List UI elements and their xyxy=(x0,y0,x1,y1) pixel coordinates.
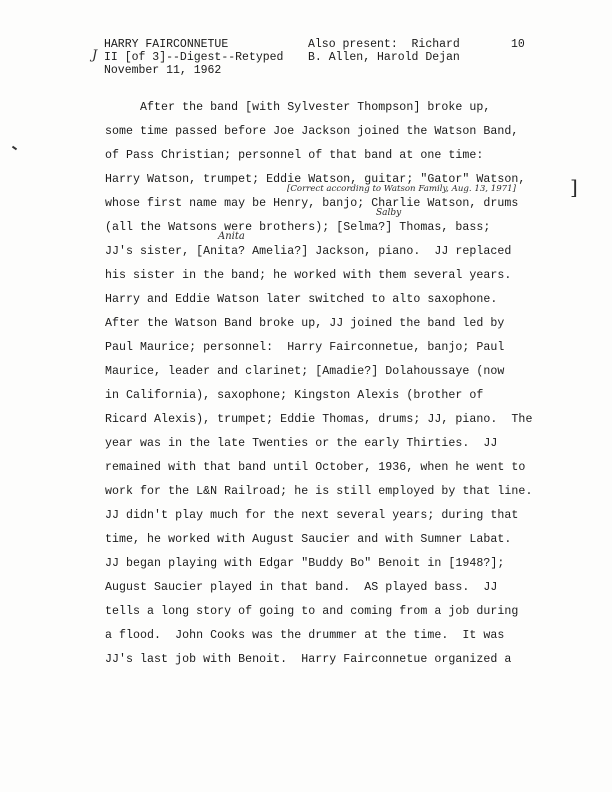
body-line: JJ's sister, [Anita? Amelia?] Jackson, piano. JJ replaced xyxy=(105,245,512,258)
body-line: remained with that band until October, 1936, when he went to xyxy=(105,461,526,474)
body-line: a flood. John Cooks was the drummer at the time. It was xyxy=(105,629,505,642)
body-line: August Saucier played in that band. AS played bass. JJ xyxy=(105,581,498,594)
body-line: whose first name may be Henry, banjo; Charlie Watson, drums xyxy=(105,197,519,210)
body-line: Harry and Eddie Watson later switched to alto saxophone. xyxy=(105,293,498,306)
body-line: some time passed before Joe Jackson joined the Watson Band, xyxy=(105,125,519,138)
body-line: JJ didn't play much for the next several years; during that xyxy=(105,509,519,522)
reel-handwritten-mark: J xyxy=(92,48,98,63)
header-name: HARRY FAIRCONNETUE xyxy=(104,38,229,51)
body-line: Ricard Alexis), trumpet; Eddie Thomas, drums; JJ, piano. The xyxy=(105,413,533,426)
body-line: Maurice, leader and clarinet; [Amadie?] Dolahoussaye (now xyxy=(105,365,505,378)
body-line: time, he worked with August Saucier and with Sumner Labat. xyxy=(105,533,512,546)
handwritten-correction-note: [Correct according to Watson Family, Aug. 13, 1971] xyxy=(287,184,516,194)
body-line: work for the L&N Railroad; he is still employed by that line. xyxy=(105,485,533,498)
body-line: year was in the late Twenties or the early Thirties. JJ xyxy=(105,437,498,450)
body-line: Harry Watson, trumpet; Eddie Watson, guitar; "Gator" Watson, xyxy=(105,173,526,186)
body-line: his sister in the band; he worked with them several years. xyxy=(105,269,512,282)
bracket-mark-right: ] xyxy=(570,175,578,199)
also-present-line-2: B. Allen, Harold Dejan xyxy=(308,51,460,64)
also-present-line-1: Also present: Richard xyxy=(308,38,460,51)
page-number: 10 xyxy=(511,38,525,51)
body-line: After the Watson Band broke up, JJ joined the band led by xyxy=(105,317,505,330)
body-line: Paul Maurice; personnel: Harry Fairconnetue, banjo; Paul xyxy=(105,341,505,354)
handwritten-anita: Anita xyxy=(218,231,245,242)
header-left xyxy=(104,38,283,77)
header-reel: II [of 3]--Digest--Retyped xyxy=(104,51,284,64)
body-line: of Pass Christian; personnel of that band at one time: xyxy=(105,149,484,162)
body-line: tells a long story of going to and coming from a job during xyxy=(105,605,519,618)
body-line: JJ's last job with Benoit. Harry Fairconnetue organized a xyxy=(105,653,512,666)
body-line: After the band [with Sylvester Thompson] broke up, xyxy=(105,101,491,114)
header-date: November 11, 1962 xyxy=(104,64,222,77)
handwritten-salby: Salby xyxy=(376,208,402,218)
header-right xyxy=(308,38,460,64)
body-line: (all the Watsons were brothers); [Selma?] Thomas, bass; xyxy=(105,221,491,234)
margin-mark xyxy=(12,146,17,151)
body-line: JJ began playing with Edgar "Buddy Bo" Benoit in [1948?]; xyxy=(105,557,505,570)
body-line: in California), saxophone; Kingston Alexis (brother of xyxy=(105,389,484,402)
